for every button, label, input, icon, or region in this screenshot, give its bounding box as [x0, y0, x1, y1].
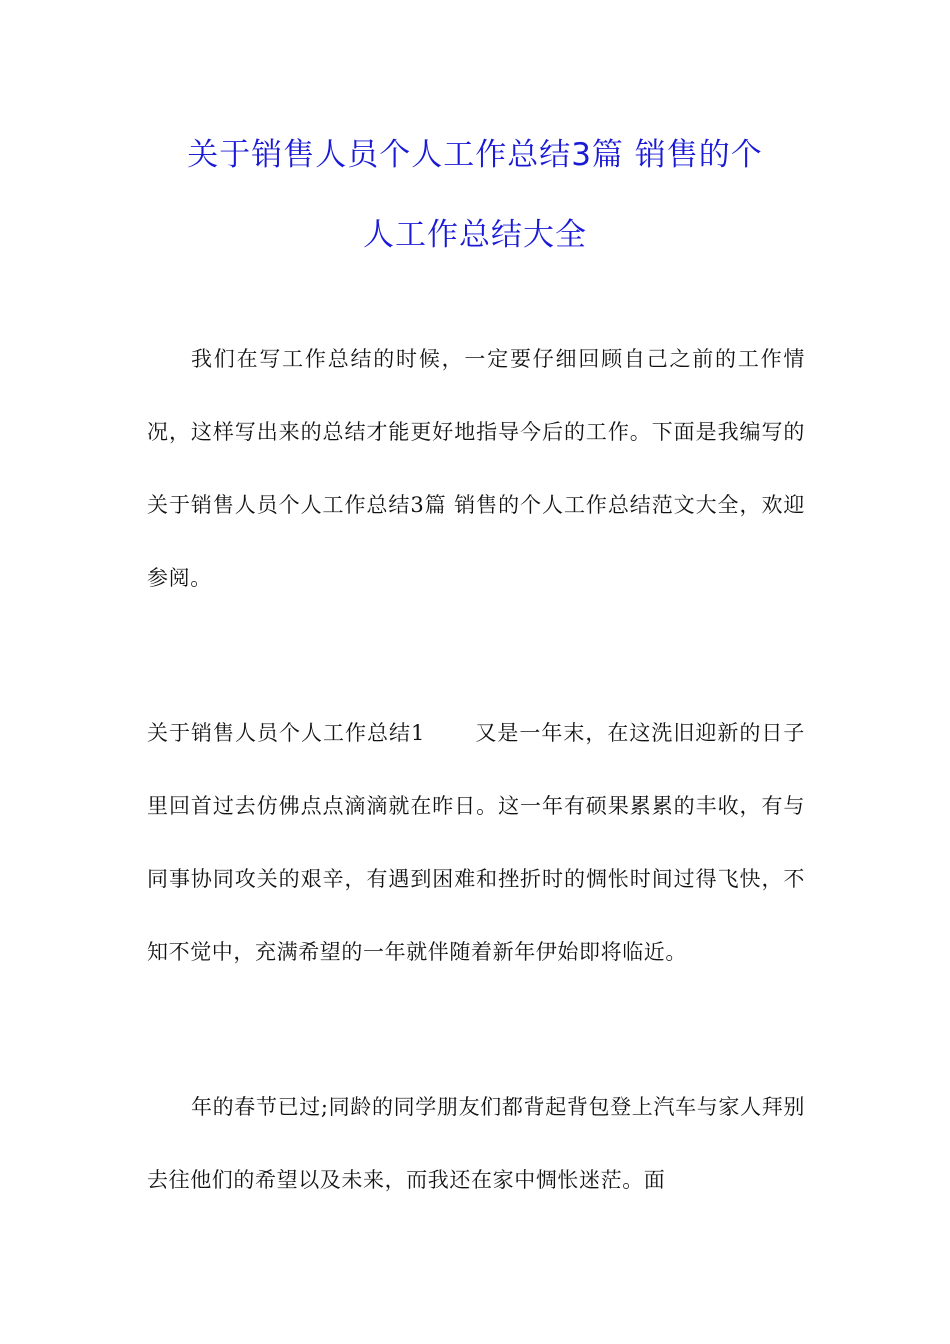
summary-1-heading: 关于销售人员个人工作总结1: [147, 721, 425, 745]
spring-paragraph: 年的春节已过;同龄的同学朋友们都背起背包登上汽车与家人拜别去往他们的希望以及未来，而我还在家中惆怅迷茫。面: [147, 1095, 805, 1192]
summary-1-text: 又是一年末，在这洗旧迎新的日子里回首过去仿佛点点滴滴就在昨日。这一年有硕果累累的丰收，有与同事协同攻关的艰辛，有遇到困难和挫折时的惆怅时间过得飞快，不知不觉中，充满希望的一年就伴随着新年伊始即将临近。: [147, 721, 805, 964]
title-line-2: 人工作总结大全: [363, 217, 587, 253]
document-title: [145, 115, 805, 275]
summary-1-paragraph: [147, 697, 805, 989]
intro-paragraph: 我们在写工作总结的时候，一定要仔细回顾自己之前的工作情况，这样写出来的总结才能更好地指导今后的工作。下面是我编写的关于销售人员个人工作总结3篇 销售的个人工作总结范文大全，欢迎参阅。: [147, 347, 805, 590]
title-line-1: 关于销售人员个人工作总结3篇 销售的个: [187, 137, 763, 173]
